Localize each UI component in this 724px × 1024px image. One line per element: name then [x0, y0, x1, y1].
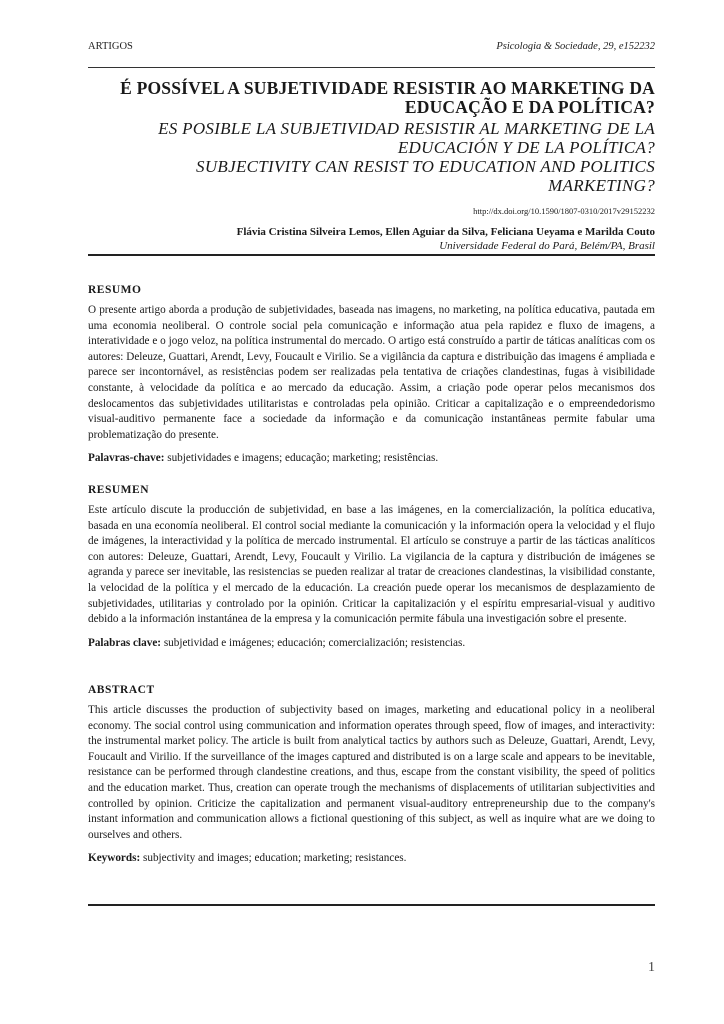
- section-heading: RESUMEN: [88, 484, 150, 496]
- title-spanish: ES POSIBLE LA SUBJETIVIDAD RESISTIR AL MARKETING DE LA EDUCACIÓN Y DE LA POLÍTICA?: [158, 119, 655, 157]
- affiliation-rule: [88, 254, 655, 256]
- resumen-section: [88, 484, 655, 651]
- title-portuguese: É POSSÍVEL A SUBJETIVIDADE RESISTIR AO MARKETING DA EDUCAÇÃO E DA POLÍTICA?: [120, 78, 655, 117]
- section-body: Este artículo discute la producción de subjetividad, en base a las imágenes, en la comercialización, la política educativa, basada en una economía neoliberal. El control social mediante la comunicación y la información opera la velocidad y el flujo de imágenes, la interactividad y la política de mercado instrumental. El artículo se construye a partir de las tácticas analíticos con autores: Deleuze, Guattari, Arendt, Levy, Foucault y Virilio. La vigilancia de la captura y distribución de imágenes se agranda y parece ser inevitable, las resistencias se pueden realizar al tratar de creaciones clandestinas, la visibilidad constante, la velocidad de la política y el mercado de la educación. La creación puede operar los mecanismos de desplazamiento de subjetividades, utilitarias y controlado por la opinión. Criticar la capitalización y el espíritu empresarial-visual y auditivo debido a la información instantánea de la empresa y la comunicación permite fábula una investigación sobre el presente.: [88, 504, 655, 626]
- section-label: ARTIGOS: [88, 41, 133, 52]
- journal-citation: Psicologia & Sociedade, 29, e152232: [496, 41, 655, 52]
- keywords-text: subjectivity and images; education; marketing; resistances.: [143, 852, 407, 865]
- running-header: [88, 41, 655, 52]
- keywords-label: Palabras clave:: [88, 636, 162, 649]
- author-list: Flávia Cristina Silveira Lemos, Ellen Aguiar da Silva, Feliciana Ueyama e Marilda Couto: [236, 226, 655, 238]
- page-number: 1: [648, 960, 655, 975]
- footer-rule: [88, 904, 655, 906]
- keywords-line: [88, 451, 655, 466]
- resumo-section: [88, 284, 655, 466]
- keywords-line: [88, 636, 655, 651]
- author-affiliation: Universidade Federal do Pará, Belém/PA, Brasil: [439, 240, 655, 252]
- keywords-label: Keywords:: [88, 852, 141, 865]
- section-heading: ABSTRACT: [88, 684, 155, 696]
- article-page: [88, 0, 655, 1024]
- header-rule: [88, 67, 655, 68]
- keywords-text: subjetividades e imagens; educação; marketing; resistências.: [167, 452, 439, 465]
- title-english: SUBJECTIVITY CAN RESIST TO EDUCATION AND POLITICS MARKETING?: [196, 157, 655, 195]
- abstract-section: [88, 684, 655, 866]
- keywords-line: [88, 851, 655, 866]
- section-body: This article discusses the production of subjectivity based on images, marketing and educational policy in a neoliberal economy. The social control using communication and information operates through speed, flow of images, and interactivity: the instrumental market policy. The article is built from analytical tactics by authors such as Deleuze, Guattari, Arendt, Levy, Foucault and Virilio. If the surveillance of the images captured and distributed is on a large scale and appears to be inevitable, resistance can be performed through clandestine creations, and thus, escape from the constant visibility, the speed of politics and the education market. Thus, creation can operate trough the mechanisms of displacements of utilitarian subjectivities and controlled by opinion. Criticize the capitalization and permanent visual-auditory entrepreneurship due to the company's instant information and communication allows a fictional questioning of this subject, as well as inquire what are we doing to ourselves and others.: [88, 704, 655, 841]
- keywords-text: subjetividad e imágenes; educación; comercialización; resistencias.: [163, 636, 466, 649]
- keywords-label: Palavras-chave:: [88, 452, 165, 465]
- title-block: [88, 79, 655, 252]
- section-heading: RESUMO: [88, 284, 142, 296]
- section-body: O presente artigo aborda a produção de subjetividades, baseada nas imagens, no marketing, na política educativa, pautada em uma economia neoliberal. O controle social pela comunicação e informação atua pela rapidez e fluxo de imagens, a interatividade e o jogo veloz, na política instrumental do mercado. O artigo está construído a partir de táticas analíticas com os autores: Deleuze, Guattari, Arendt, Levy, Foucault e Virilio. Se a vigilância da captura e distribuição das imagens é ampliada e parece ser incontornável, as resistências podem ser realizadas pela tentativa de criações clandestinas, fugas à visibilidade constante, à velocidade da política e ao mercado da educação. Assim, a criação pode operar pelos mecanismos dos deslocamentos das subjetividades utilitaristas e controladas pela opinião. Criticar a capitalização e o empreendedorismo visual-auditivo permanente face a sociedade da informação e da comunicação instantâneas permite fabular uma problematização do presente.: [88, 304, 655, 441]
- doi-link[interactable]: http://dx.doi.org/10.1590/1807-0310/2017v29152232: [473, 206, 655, 216]
